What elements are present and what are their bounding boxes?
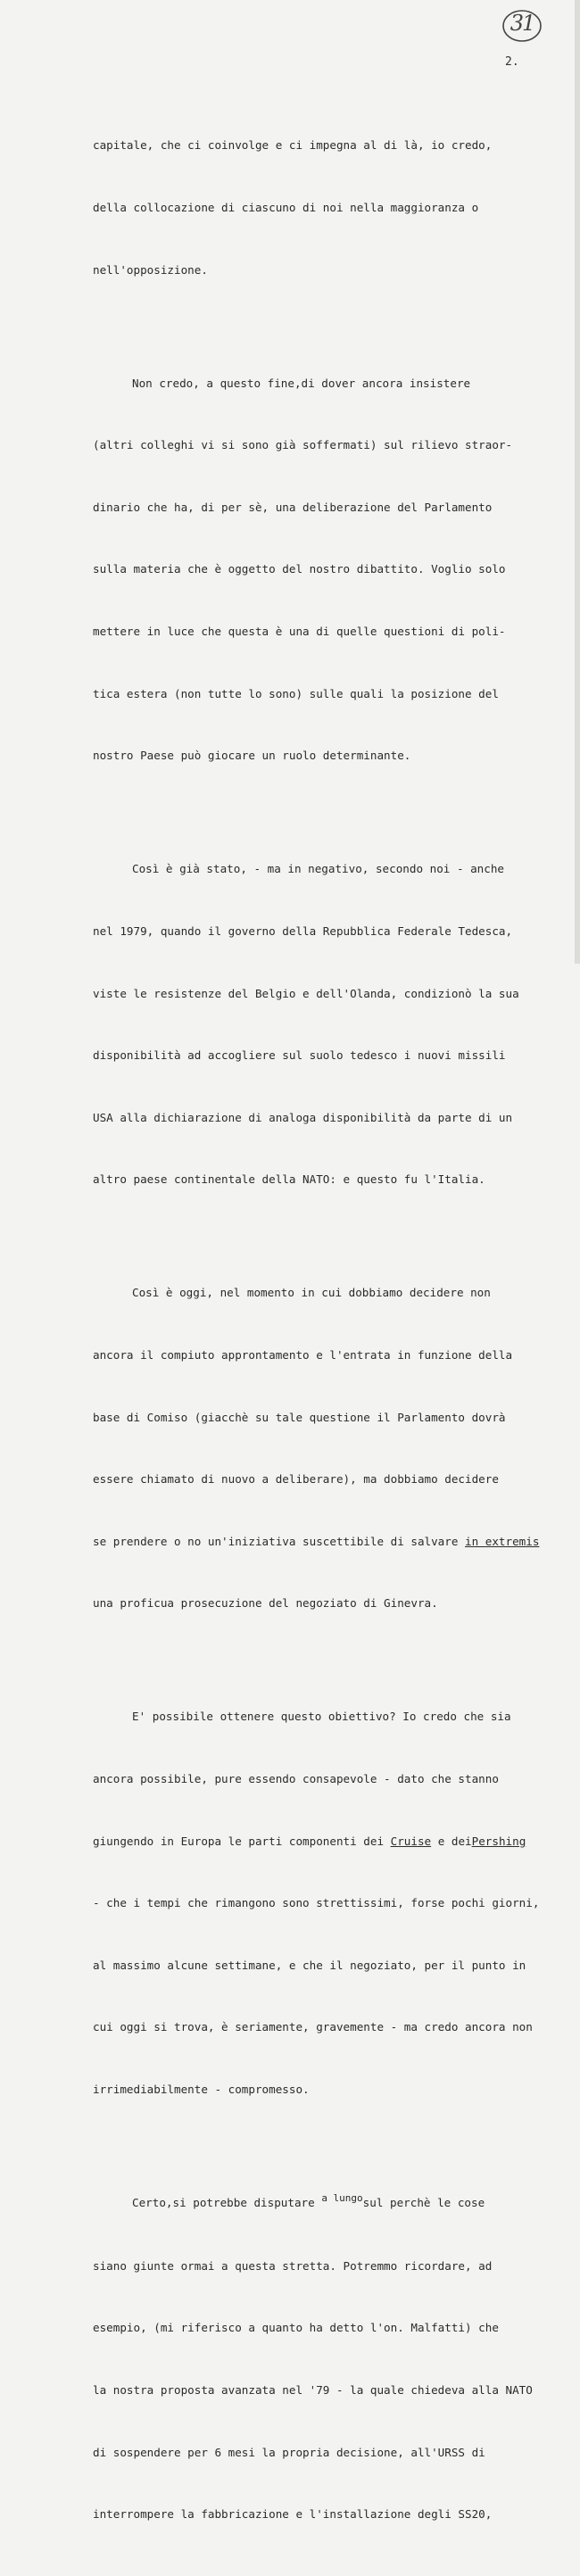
paragraph-4 <box>93 1241 539 1655</box>
folio-stamp <box>495 7 549 43</box>
text-fragment: Certo,si potrebbe disputare <box>132 2196 322 2210</box>
paragraph-3 <box>93 817 539 1231</box>
paragraph-5 <box>93 1665 539 2141</box>
document-body <box>93 94 539 2576</box>
text-line <box>93 1531 539 1552</box>
text-line: Così è oggi, nel momento in cui dobbiamo decidere non <box>132 1286 491 1300</box>
text-fragment: e dei <box>431 1834 472 1848</box>
text-fragment: sul perchè le cose <box>362 2196 485 2210</box>
text-line: nell'opposizione. <box>93 262 208 277</box>
text-line: altro paese continentale della NATO: e questo fu l'Italia. <box>93 1172 485 1187</box>
text-line: USA alla dichiarazione di analoga disponibilità da parte di un <box>93 1110 513 1124</box>
text-line: (altri colleghi vi si sono già soffermati) sul rilievo straor- <box>93 438 513 452</box>
text-line: della collocazione di ciascuno di noi nella maggioranza o <box>93 201 479 215</box>
text-line: la nostra proposta avanzata nel '79 - la quale chiedeva alla NATO <box>93 2382 533 2397</box>
text-line: disponibilità ad accogliere sul suolo tedesco i nuovi missili <box>93 1048 506 1063</box>
underlined-pershing: Pershing <box>471 1834 526 1848</box>
text-line: al massimo alcune settimane, e che il negoziato, per il punto in <box>93 1958 526 1972</box>
paragraph-2 <box>93 331 539 808</box>
underlined-phrase: in extremis <box>465 1534 540 1548</box>
text-fragment: giungendo in Europa le parti componenti dei <box>93 1834 391 1848</box>
text-line: siano giunte ormai a questa stretta. Potremmo ricordare, ad <box>93 2258 493 2273</box>
text-line: viste le resistenze del Belgio e dell'Olanda, condizionò la sua <box>93 986 519 1000</box>
text-line: mettere in luce che questa è una di quelle questioni di poli- <box>93 625 506 639</box>
text-line: E' possibile ottenere questo obiettivo? Io credo che sia <box>132 1710 511 1724</box>
underlined-cruise: Cruise <box>390 1834 432 1848</box>
text-line: capitale, che ci coinvolge e ci impegna al di là, io credo, <box>93 138 493 153</box>
text-line <box>93 2192 539 2214</box>
paragraph-1 <box>93 94 539 321</box>
text-fragment: se prendere o no un'iniziativa suscettibile di salvare <box>93 1534 466 1548</box>
text-line: di sospendere per 6 mesi la propria decisione, all'URSS di <box>93 2445 485 2459</box>
text-line: essere chiamato di nuovo a deliberare), ma dobbiamo decidere <box>93 1472 499 1487</box>
folio-number: 31 <box>510 11 534 36</box>
text-line <box>93 1831 539 1851</box>
text-line: irrimediabilmente - compromesso. <box>93 2083 310 2097</box>
paragraph-6 <box>93 2151 539 2566</box>
text-line: Così è già stato, - ma in negativo, secondo noi - anche <box>132 862 505 876</box>
text-line: sulla materia che è oggetto del nostro dibattito. Voglio solo <box>93 562 506 576</box>
text-line: Non credo, a questo fine,di dover ancora insistere <box>132 376 471 390</box>
text-line: ancora il compiuto approntamento e l'entrata in funzione della <box>93 1347 513 1362</box>
page-number: 2. <box>505 55 519 69</box>
superscript-insert: a lungo <box>321 2192 363 2205</box>
text-line: esempio, (mi riferisco a quanto ha detto l'on. Malfatti) che <box>93 2321 499 2335</box>
text-line: una proficua prosecuzione del negoziato di Ginevra. <box>93 1596 438 1611</box>
text-line: dinario che ha, di per sè, una deliberazione del Parlamento <box>93 500 493 514</box>
text-line: - che i tempi che rimangono sono strettissimi, forse pochi giorni, <box>93 1896 540 1910</box>
text-line: tica estera (non tutte lo sono) sulle quali la posizione del <box>93 686 499 700</box>
text-line: cui oggi si trova, è seriamente, gravemente - ma credo ancora non <box>93 2020 533 2034</box>
text-line: nel 1979, quando il governo della Repubblica Federale Tedesca, <box>93 924 513 938</box>
text-line: interrompere la fabbricazione e l'installazione degli SS20, <box>93 2507 493 2522</box>
text-line: nostro Paese può giocare un ruolo determinante. <box>93 749 411 763</box>
text-line: ancora possibile, pure essendo consapevole - dato che stanno <box>93 1772 499 1786</box>
text-line: base di Comiso (giacchè su tale questione il Parlamento dovrà <box>93 1410 506 1424</box>
